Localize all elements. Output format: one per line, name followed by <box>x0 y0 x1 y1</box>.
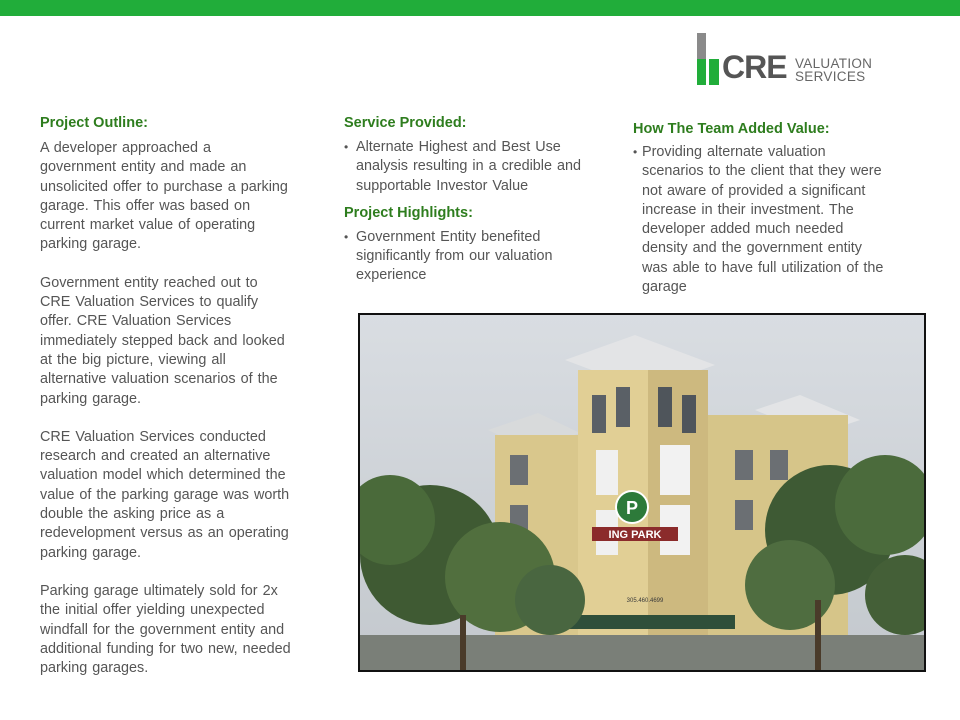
logo-subtitle <box>795 57 872 83</box>
text-line: unsolicited offer to purchase a parking <box>40 178 288 195</box>
text-line: not aware of provided a significant <box>642 182 866 199</box>
text-line: windfall for the government entity and <box>40 621 285 638</box>
list-item <box>344 138 614 196</box>
text-line: the initial offer yielding unexpected <box>40 602 265 619</box>
text-line: analysis resulting in a credible and <box>356 158 581 175</box>
text-line: density and the government entity <box>642 240 862 257</box>
text-line: experience <box>356 267 427 284</box>
text-line: supportable Investor Value <box>356 177 529 194</box>
text-line: Parking garage ultimately sold for 2x <box>40 582 278 599</box>
project-highlights-heading: Project Highlights: <box>344 204 473 221</box>
text-line: current market value of operating <box>40 217 256 234</box>
outline-paragraph <box>40 139 330 255</box>
sign-letter: P <box>625 498 639 518</box>
project-outline-section <box>40 115 330 678</box>
text-line: • Alternate Highest and Best Use <box>356 139 561 155</box>
added-value-section <box>633 121 923 297</box>
list-item <box>344 228 614 286</box>
logo-line-1: VALUATION <box>795 56 873 71</box>
text-line: research and created an alternative <box>40 448 271 465</box>
logo-line-2: SERVICES <box>795 69 866 84</box>
building-illustration <box>360 315 924 670</box>
text-line: parking garage. <box>40 236 142 253</box>
logo-brand: CRE <box>722 49 787 85</box>
list-item <box>633 143 923 297</box>
text-line: A developer approached a <box>40 140 212 156</box>
text-line: scenarios to the client that they were <box>642 163 882 180</box>
text-line: garage. This offer was based on <box>40 197 251 214</box>
text-line: alternative valuation scenarios of the <box>40 371 278 388</box>
service-list <box>344 138 614 196</box>
outline-paragraph <box>40 582 330 678</box>
text-line: additional funding for two new, needed <box>40 640 291 657</box>
text-line: valuation model which determined the <box>40 467 286 484</box>
service-section <box>344 115 614 286</box>
text-line: CRE Valuation Services conducted <box>40 428 266 445</box>
text-line: increase in their investment. The <box>642 201 854 218</box>
top-accent-bar <box>0 0 960 16</box>
logo-bars-icon <box>695 33 721 85</box>
added-value-heading: How The Team Added Value: <box>633 121 830 137</box>
sign-text: ING PARK <box>608 529 662 541</box>
text-line: parking garage. <box>40 390 142 407</box>
text-line: immediately stepped back and looked <box>40 332 285 349</box>
outline-paragraph <box>40 274 330 409</box>
highlights-list <box>344 228 614 286</box>
company-logo <box>695 33 895 85</box>
outline-paragraph <box>40 428 330 563</box>
text-line: garage <box>642 279 687 296</box>
added-value-list <box>633 143 923 297</box>
text-line: parking garage. <box>40 544 142 561</box>
text-line: offer. CRE Valuation Services <box>40 313 232 330</box>
text-line: double the asking price as a <box>40 506 225 523</box>
text-line: government entity and made an <box>40 159 247 176</box>
text-line: CRE Valuation Services to qualify <box>40 294 259 311</box>
text-line: at the big picture, viewing all <box>40 351 226 368</box>
service-provided-heading: Service Provided: <box>344 115 467 131</box>
text-line: Government entity reached out to <box>40 274 258 291</box>
parking-garage-photo <box>358 313 926 672</box>
phone-number: 305.460.4699 <box>626 598 664 604</box>
project-outline-heading: Project Outline: <box>40 115 148 131</box>
text-line: was able to have full utilization of the <box>642 259 884 276</box>
text-line: redevelopment versus as an operating <box>40 525 289 542</box>
text-line: value of the parking garage was worth <box>40 486 290 503</box>
text-line: developer added much needed <box>642 221 844 238</box>
text-line: • Government Entity benefited <box>356 228 541 245</box>
text-line: significantly from our valuation <box>356 248 553 265</box>
text-line: • Providing alternate valuation <box>642 144 826 160</box>
text-line: parking garages. <box>40 660 149 677</box>
